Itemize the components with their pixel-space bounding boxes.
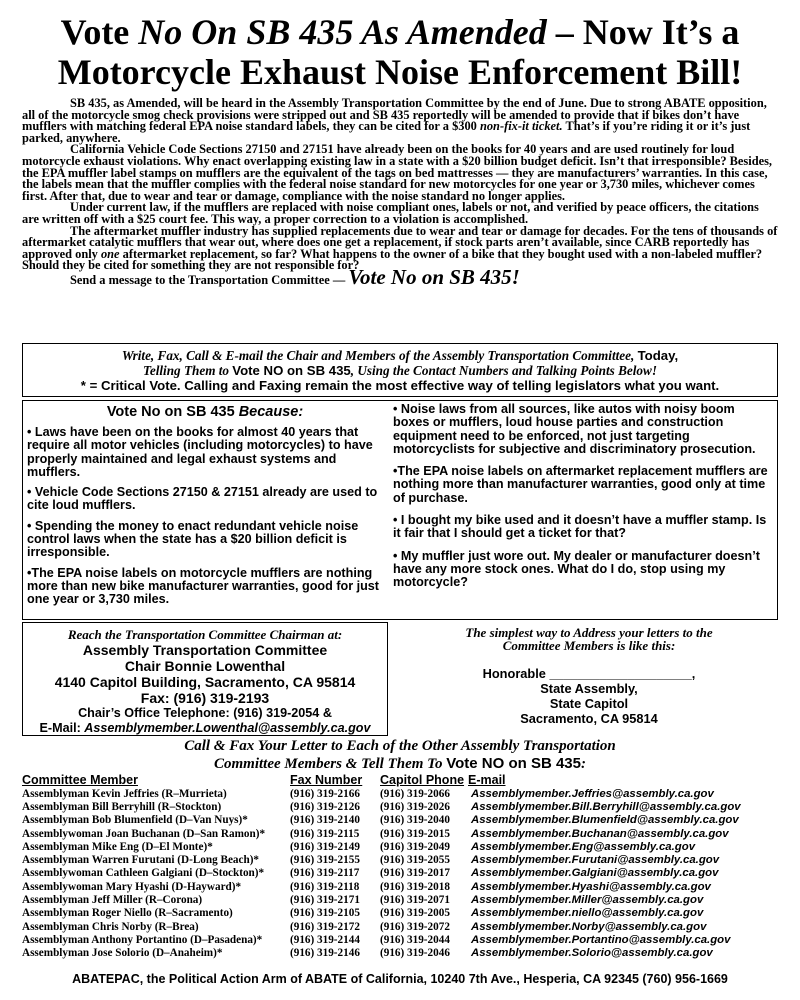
email-link[interactable]: Assemblymember.Eng@assembly.ca.gov — [471, 840, 696, 853]
talking-point: •The EPA noise labels on aftermarket replacement mufflers are nothing more than manufacturer warranties, good only at time of purchase. — [393, 464, 768, 505]
headline-line-2: Motorcycle Exhaust Noise Enforcement Bill! — [57, 52, 743, 92]
member-name: Assemblywoman Mary Hyashi (D-Hayward)* — [22, 880, 242, 893]
chair-email-link[interactable]: Assemblymember.Lowenthal@assembly.ca.gov — [84, 721, 371, 735]
column-header-member: Committee Member — [22, 772, 138, 787]
email-link[interactable]: Assemblymember.Galgiani@assembly.ca.gov — [471, 867, 719, 880]
email-link[interactable]: Assemblymember.Portantino@assembly.ca.gov — [471, 933, 731, 946]
fax-number: (916) 319-2146 — [290, 947, 360, 960]
intro-paragraph: Under current law, if the mufflers are replaced with noise compliant ones, labels or not, and verified by peace officers, the citations are written off with a $25 court fee. This way, a proper correction to a violation is accomplished. — [22, 200, 759, 226]
call-to-action-line-2: Telling Them to Vote NO on SB 435, Using the Contact Numbers and Talking Points Below! — [143, 363, 657, 378]
talking-point: •The EPA noise labels on motorcycle mufflers are nothing more than new bike manufacturer warranties, good for just one year or 3,730 miles. — [27, 565, 379, 607]
intro-text — [22, 98, 778, 287]
intro-paragraph: The aftermarket muffler industry has supplied replacements due to wear and tear or damage for decades. For the tens of thousands of aftermarket catalytic mufflers that wear out, where does one get a replacement, if stock parts aren’t available, since CARB reportedly has approved only one aftermarket replacement, so far? What happens to the owner of a bike that they bought used with a non-labeled muffler? Should they be cited for something they are not responsible for? — [22, 223, 778, 273]
address-format-lines: Honorable ____________________, State Assembly, State Capitol Sacramento, CA 95814 — [482, 666, 696, 726]
call-to-action-line-1: Write, Fax, Call & E-mail the Chair and Members of the Assembly Transportation Committee, Today, — [121, 348, 679, 363]
email-link[interactable]: Assemblymember.Hyashi@assembly.ca.gov — [471, 880, 711, 893]
member-name: Assemblyman Anthony Portantino (D–Pasadena)* — [22, 933, 263, 946]
talking-point: • My muffler just wore out. My dealer or manufacturer doesn’t have any more stock ones. What do I do, stop using my motorcycle? — [393, 548, 760, 590]
headline — [0, 12, 800, 92]
member-name: Assemblywoman Cathleen Galgiani (D–Stockton)* — [22, 867, 265, 880]
table-row — [22, 880, 782, 893]
capitol-phone: (916) 319-2040 — [380, 814, 450, 827]
fax-number: (916) 319-2166 — [290, 787, 360, 800]
member-name: Assemblyman Warren Furutani (D-Long Beach)* — [22, 854, 260, 867]
committee-name: Assembly Transportation Committee — [82, 642, 328, 658]
fax-number: (916) 319-2172 — [290, 920, 360, 933]
member-name: Assemblyman Bob Blumenfield (D–Van Nuys)* — [22, 814, 248, 827]
table-row — [22, 814, 782, 827]
headline-line-1: Vote No On SB 435 As Amended – Now It’s a — [60, 12, 740, 52]
talking-point: • Vehicle Code Sections 27150 & 27151 already are used to cite loud mufflers. — [27, 485, 378, 513]
table-row — [22, 920, 782, 933]
email-link[interactable]: Assemblymember.Solorio@assembly.ca.gov — [471, 947, 713, 960]
chair-contact-title: Reach the Transportation Committee Chairman at: — [67, 627, 343, 642]
capitol-phone: (916) 319-2026 — [380, 800, 450, 813]
capitol-phone: (916) 319-2066 — [380, 787, 450, 800]
table-row — [22, 907, 782, 920]
capitol-phone: (916) 319-2071 — [380, 894, 450, 907]
email-link[interactable]: Assemblymember.Bill.Berryhill@assembly.ca.gov — [471, 800, 741, 813]
chair-name: Chair Bonnie Lowenthal — [124, 658, 286, 674]
member-name: Assemblyman Mike Eng (D–El Monte)* — [22, 840, 213, 853]
intro-paragraph: California Vehicle Code Sections 27150 and 27151 have already been on the books for 40 years and are used routinely for loud motorcycle exhaust violations. Why enact overlapping existing law in a state with a $20 billion budget deficit. Isn’t that irresponsible? Besides, the EPA muffler label stamps on mufflers are the equivalent of the tags on bed mattresses — they are manufacturers’ warranties. In this case, the labels mean that the muffler complies with the federal noise standard for new motorcycles for one year or 3,730 miles, whichever comes first. After that, due to wear and tear or damage, compliance with the noise standard no longer applies. — [22, 142, 773, 203]
member-name: Assemblyman Bill Berryhill (R–Stockton) — [22, 800, 222, 813]
fax-number: (916) 319-2140 — [290, 814, 360, 827]
table-header-row — [22, 772, 782, 787]
call-to-action-box — [22, 343, 778, 397]
email-link[interactable]: Assemblymember.Blumenfield@assembly.ca.gov — [471, 814, 739, 827]
talking-point: • I bought my bike used and it doesn’t have a muffler stamp. Is it fair that I should get a ticket for that? — [393, 513, 767, 541]
capitol-phone: (916) 319-2005 — [380, 907, 450, 920]
column-header-email: E-mail — [468, 772, 506, 787]
member-name: Assemblyman Jeff Miller (R–Corona) — [22, 894, 203, 907]
member-name: Assemblyman Kevin Jeffries (R–Murrieta) — [22, 787, 227, 800]
capitol-phone: (916) 319-2055 — [380, 854, 450, 867]
capitol-phone: (916) 319-2018 — [380, 880, 450, 893]
talking-point: • Noise laws from all sources, like autos with noisy boom boxes or mufflers, loud house parties and construction equipment need to be enforced, not just targeting motorcyclists for subjective and discriminatory prosecution. — [393, 402, 756, 456]
capitol-phone: (916) 319-2044 — [380, 933, 450, 946]
email-link[interactable]: Assemblymember.Buchanan@assembly.ca.gov — [471, 827, 729, 840]
capitol-phone: (916) 319-2072 — [380, 920, 450, 933]
table-row — [22, 933, 782, 946]
committee-members-table — [22, 772, 782, 960]
address-format-title: The simplest way to Address your letters to the Committee Members is like this: — [465, 625, 713, 653]
fax-number: (916) 319-2117 — [290, 867, 360, 880]
fax-number: (916) 319-2144 — [290, 933, 360, 946]
chair-phone: Chair’s Office Telephone: (916) 319-2054 & — [78, 706, 332, 720]
table-row — [22, 827, 782, 840]
talking-point: • Spending the money to enact redundant vehicle noise control laws when the state has a $20 billion deficit is irresponsible. — [27, 518, 359, 560]
capitol-phone: (916) 319-2015 — [380, 827, 450, 840]
talking-points-right — [393, 403, 773, 599]
talking-point: • Laws have been on the books for almost 40 years that require all motor vehicles (including motorcycles) to have properly maintained and legal exhaust systems and mufflers. — [27, 425, 373, 479]
send-message-line: Send a message to the Transportation Committee — Vote No on SB 435! — [70, 264, 520, 289]
talking-points-left — [27, 403, 383, 614]
fax-number: (916) 319-2105 — [290, 907, 360, 920]
chair-fax: Fax: (916) 319-2193 — [140, 690, 270, 706]
table-row — [22, 947, 782, 960]
member-name: Assemblywoman Joan Buchanan (D–San Ramon)* — [22, 827, 266, 840]
chair-address: 4140 Capitol Building, Sacramento, CA 95814 — [54, 674, 356, 690]
table-row — [22, 893, 782, 906]
fax-number: (916) 319-2171 — [290, 894, 360, 907]
capitol-phone: (916) 319-2049 — [380, 840, 450, 853]
member-name: Assemblyman Roger Niello (R–Sacramento) — [22, 907, 233, 920]
fax-number: (916) 319-2115 — [290, 827, 360, 840]
email-link[interactable]: Assemblymember.Miller@assembly.ca.gov — [471, 894, 704, 907]
call-fax-heading: Call & Fax Your Letter to Each of the Other Assembly Transportation Committee Members & Tell Them To Vote NO on SB 435: — [184, 738, 616, 772]
email-link[interactable]: Assemblymember.niello@assembly.ca.gov — [471, 907, 704, 920]
capitol-phone: (916) 319-2017 — [380, 867, 450, 880]
table-row — [22, 800, 782, 813]
fax-number: (916) 319-2118 — [290, 880, 360, 893]
talking-points-title: Vote No on SB 435 Because: — [106, 404, 304, 420]
footer: ABATEPAC, the Political Action Arm of ABATE of California, 10240 7th Ave., Hesperia, CA 92345 (760) 956-1669 — [72, 972, 728, 986]
capitol-phone: (916) 319-2046 — [380, 947, 450, 960]
table-row — [22, 840, 782, 853]
intro-paragraph: SB 435, as Amended, will be heard in the Assembly Transportation Committee by the end of June. Due to strong ABATE opposition, all of the motorcycle smog check provisions were stripped out and SB 435 reportedly will be amended to provide that if bikes don’t have mufflers with matching federal EPA noise standard labels, they can be cited for a $300 non-fix-it ticket. That’s if you’re riding it or it’s just parked, anywhere. — [22, 96, 767, 145]
member-name: Assemblyman Chris Norby (R–Brea) — [22, 920, 199, 933]
table-row — [22, 867, 782, 880]
column-header-fax: Fax Number — [290, 772, 363, 787]
fax-number: (916) 319-2149 — [290, 840, 360, 853]
critical-vote-note: * = Critical Vote. Calling and Faxing remain the most effective way of telling legislators what you want. — [80, 378, 720, 393]
fax-number: (916) 319-2126 — [290, 800, 360, 813]
email-link[interactable]: Assemblymember.Jeffries@assembly.ca.gov — [471, 787, 714, 800]
address-format-block — [400, 626, 778, 726]
table-row — [22, 787, 782, 800]
email-link[interactable]: Assemblymember.Furutani@assembly.ca.gov — [471, 854, 720, 867]
fax-number: (916) 319-2155 — [290, 854, 360, 867]
member-name: Assemblyman Jose Solorio (D–Anaheim)* — [22, 947, 223, 960]
chair-contact-box — [22, 622, 388, 736]
chair-email-line: E-Mail: Assemblymember.Lowenthal@assembly.ca.gov — [39, 721, 371, 735]
email-link[interactable]: Assemblymember.Norby@assembly.ca.gov — [471, 920, 707, 933]
talking-points-box — [22, 400, 778, 620]
table-row — [22, 853, 782, 866]
column-header-phone: Capitol Phone — [380, 772, 465, 787]
